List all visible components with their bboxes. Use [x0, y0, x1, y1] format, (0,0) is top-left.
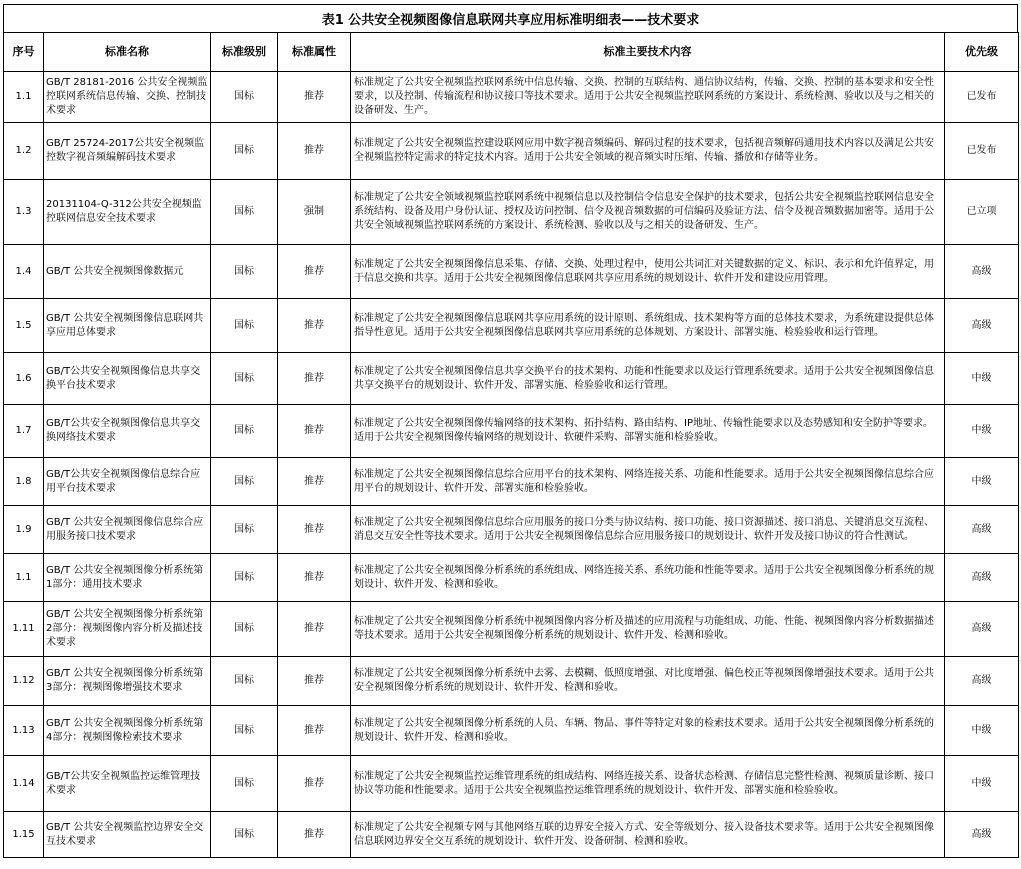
table-row — [4, 602, 1019, 657]
cell-priority: 高级 — [945, 657, 1019, 706]
cell-level: 国标 — [211, 299, 278, 353]
table-body — [4, 72, 1019, 858]
cell-level: 国标 — [211, 657, 278, 706]
cell-content: 标准规定了公共安全视频图像分析系统的人员、车辆、物品、事件等特定对象的检索技术要求。适用于公共安全视频图像分析系统的规划设计、软件开发、检测和验收。 — [351, 706, 945, 756]
cell-priority: 高级 — [945, 812, 1019, 858]
cell-level: 国标 — [211, 458, 278, 506]
cell-priority: 已立项 — [945, 180, 1019, 245]
cell-attribute: 推荐 — [278, 299, 351, 353]
cell-standard-name: GB/T 公共安全视频图像数据元 — [44, 245, 211, 299]
table-row — [4, 180, 1019, 245]
cell-priority: 高级 — [945, 602, 1019, 657]
cell-level: 国标 — [211, 602, 278, 657]
cell-priority: 已发布 — [945, 123, 1019, 180]
cell-standard-name: GB/T 公共安全视频图像分析系统第1部分：通用技术要求 — [44, 554, 211, 602]
cell-level: 国标 — [211, 812, 278, 858]
cell-level: 国标 — [211, 353, 278, 405]
table-row — [4, 657, 1019, 706]
table-row — [4, 123, 1019, 180]
cell-level: 国标 — [211, 180, 278, 245]
cell-attribute: 推荐 — [278, 706, 351, 756]
cell-seq: 1.2 — [4, 123, 44, 180]
cell-attribute: 推荐 — [278, 812, 351, 858]
cell-attribute: 推荐 — [278, 554, 351, 602]
cell-content: 标准规定了公共安全视频图像分析系统中视频图像内容分析及描述的应用流程与功能组成、功能、性能、视频图像内容分析数据描述等技术要求。适用于公共安全视频图像分析系统的规划设计、软件开发、检测和验收。 — [351, 602, 945, 657]
cell-content: 标准规定了公共安全视频监控建设联网应用中数字视音频编码、解码过程的技术要求，包括视音频解码通用技术内容以及满足公共安全视频监控特定需求的特定技术内容。适用于公共安全领域的视音频实时压缩、传输、播放和存储等业务。 — [351, 123, 945, 180]
cell-level: 国标 — [211, 123, 278, 180]
cell-content: 标准规定了公共安全领域视频监控联网系统中视频信息以及控制信令信息安全保护的技术要求，包括公共安全视频监控联网信息安全系统结构、设备及用户身份认证、授权及访问控制、信令及视音频数据的可信编码及验证方法、信令及视音频数据加密等。适用于公共安全领域视频监控联网系统的方案设计、系统检测、验收以及与之相关的设备研发、生产。 — [351, 180, 945, 245]
table-row — [4, 353, 1019, 405]
cell-attribute: 推荐 — [278, 602, 351, 657]
cell-priority: 高级 — [945, 245, 1019, 299]
table-row — [4, 245, 1019, 299]
table-row — [4, 554, 1019, 602]
cell-standard-name: GB/T 公共安全视频图像分析系统第3部分：视频图像增强技术要求 — [44, 657, 211, 706]
cell-level: 国标 — [211, 554, 278, 602]
cell-priority: 中级 — [945, 706, 1019, 756]
cell-attribute: 推荐 — [278, 756, 351, 812]
cell-level: 国标 — [211, 506, 278, 554]
cell-standard-name: GB/T公共安全视频监控运维管理技术要求 — [44, 756, 211, 812]
header-level: 标准级别 — [211, 33, 278, 72]
cell-standard-name: GB/T 公共安全视频监控边界安全交互技术要求 — [44, 812, 211, 858]
cell-attribute: 推荐 — [278, 353, 351, 405]
cell-priority: 中级 — [945, 458, 1019, 506]
header-row — [4, 33, 1019, 72]
cell-level: 国标 — [211, 706, 278, 756]
cell-attribute: 推荐 — [278, 405, 351, 458]
cell-seq: 1.3 — [4, 180, 44, 245]
cell-attribute: 强制 — [278, 180, 351, 245]
cell-priority: 中级 — [945, 353, 1019, 405]
cell-attribute: 推荐 — [278, 72, 351, 123]
standards-table — [3, 32, 1019, 858]
table-row — [4, 506, 1019, 554]
cell-seq: 1.1 — [4, 72, 44, 123]
cell-priority: 高级 — [945, 506, 1019, 554]
cell-priority: 已发布 — [945, 72, 1019, 123]
cell-attribute: 推荐 — [278, 506, 351, 554]
cell-content: 标准规定了公共安全视频监控运维管理系统的组成结构、网络连接关系、设备状态检测、存储信息完整性检测、视频质量诊断、接口协议等功能和性能要求。适用于公共安全视频监控运维管理系统的规划设计、软件开发、部署实施和检验验收。 — [351, 756, 945, 812]
table-row — [4, 706, 1019, 756]
cell-standard-name: GB/T 公共安全视频图像信息联网共享应用总体要求 — [44, 299, 211, 353]
cell-standard-name: 20131104-Q-312公共安全视频监控联网信息安全技术要求 — [44, 180, 211, 245]
cell-level: 国标 — [211, 756, 278, 812]
cell-attribute: 推荐 — [278, 458, 351, 506]
cell-seq: 1.7 — [4, 405, 44, 458]
cell-priority: 高级 — [945, 554, 1019, 602]
header-priority: 优先级 — [945, 33, 1019, 72]
cell-seq: 1.11 — [4, 602, 44, 657]
cell-seq: 1.4 — [4, 245, 44, 299]
table-row — [4, 72, 1019, 123]
cell-standard-name: GB/T 公共安全视频图像分析系统第2部分：视频图像内容分析及描述技术要求 — [44, 602, 211, 657]
header-seq: 序号 — [4, 33, 44, 72]
header-name: 标准名称 — [44, 33, 211, 72]
table-row — [4, 405, 1019, 458]
cell-seq: 1.8 — [4, 458, 44, 506]
cell-content: 标准规定了公共安全视频图像信息共享交换平台的技术架构、功能和性能要求以及运行管理系统要求。适用于公共安全视频图像信息共享交换平台的规划设计、软件开发、部署实施、检验验收和运行管理。 — [351, 353, 945, 405]
cell-standard-name: GB/T公共安全视频图像信息共享交换网络技术要求 — [44, 405, 211, 458]
cell-content: 标准规定了公共安全视频图像分析系统的系统组成、网络连接关系、系统功能和性能等要求。适用于公共安全视频图像分析系统的规划设计、软件开发、检测和验收。 — [351, 554, 945, 602]
cell-content: 标准规定了公共安全视频图像分析系统中去雾、去模糊、低照度增强、对比度增强、偏色校正等视频图像增强技术要求。适用于公共安全视频图像分析系统的规划设计、软件开发、检测和验收。 — [351, 657, 945, 706]
header-content: 标准主要技术内容 — [351, 33, 945, 72]
cell-seq: 1.1 — [4, 554, 44, 602]
cell-standard-name: GB/T 公共安全视频图像信息综合应用服务接口技术要求 — [44, 506, 211, 554]
cell-seq: 1.14 — [4, 756, 44, 812]
header-attr: 标准属性 — [278, 33, 351, 72]
cell-seq: 1.13 — [4, 706, 44, 756]
table-row — [4, 458, 1019, 506]
table-title: 表1 公共安全视频图像信息联网共享应用标准明细表——技术要求 — [3, 4, 1018, 32]
cell-content: 标准规定了公共安全视频监控联网系统中信息传输、交换、控制的互联结构、通信协议结构，传输、交换、控制的基本要求和安全性要求，以及控制、传输流程和协议接口等技术要求。适用于公共安全视频监控联网系统的方案设计、系统检测、验收以及与之相关的设备研发、生产。 — [351, 72, 945, 123]
table-row — [4, 756, 1019, 812]
cell-standard-name: GB/T 25724-2017公共安全视频监控数字视音频编解码技术要求 — [44, 123, 211, 180]
cell-standard-name: GB/T 28181-2016 公共安全视频监控联网系统信息传输、交换、控制技术要求 — [44, 72, 211, 123]
cell-level: 国标 — [211, 245, 278, 299]
cell-seq: 1.9 — [4, 506, 44, 554]
cell-seq: 1.6 — [4, 353, 44, 405]
cell-level: 国标 — [211, 405, 278, 458]
cell-attribute: 推荐 — [278, 245, 351, 299]
cell-content: 标准规定了公共安全视频专网与其他网络互联的边界安全接入方式、安全等级划分、接入设备技术要求等。适用于公共安全视频图像信息联网边界安全交互系统的规划设计、软件开发、设备研制、检测和验收。 — [351, 812, 945, 858]
cell-content: 标准规定了公共安全视频图像信息采集、存储、交换、处理过程中，使用公共词汇对关键数据的定义、标识、表示和允许值界定，用于信息交换和共享。适用于公共安全视频图像信息联网共享应用系统的规划设计、软件开发和建设应用管理。 — [351, 245, 945, 299]
cell-standard-name: GB/T公共安全视频图像信息共享交换平台技术要求 — [44, 353, 211, 405]
cell-content: 标准规定了公共安全视频图像信息联网共享应用系统的设计原则、系统组成、技术架构等方面的总体技术要求，为系统建设提供总体指导性意见。适用于公共安全视频图像信息联网共享应用系统的总体规划、方案设计、部署实施、检验验收和运行管理。 — [351, 299, 945, 353]
cell-priority: 中级 — [945, 405, 1019, 458]
cell-seq: 1.15 — [4, 812, 44, 858]
table-row — [4, 299, 1019, 353]
cell-standard-name: GB/T公共安全视频图像信息综合应用平台技术要求 — [44, 458, 211, 506]
table-row — [4, 812, 1019, 858]
cell-content: 标准规定了公共安全视频图像传输网络的技术架构、拓扑结构、路由结构、IP地址、传输性能要求以及态势感知和安全防护等要求。适用于公共安全视频图像传输网络的规划设计、软硬件采购、部署实施和检验验收。 — [351, 405, 945, 458]
cell-priority: 中级 — [945, 756, 1019, 812]
cell-content: 标准规定了公共安全视频图像信息综合应用服务的接口分类与协议结构、接口功能、接口资源描述、接口消息、关键消息交互流程、消息交互安全性等技术要求。适用于公共安全视频图像信息综合应用服务接口的规划设计、软件开发及接口协议的符合性测试。 — [351, 506, 945, 554]
cell-attribute: 推荐 — [278, 657, 351, 706]
cell-priority: 高级 — [945, 299, 1019, 353]
cell-content: 标准规定了公共安全视频图像信息综合应用平台的技术架构、网络连接关系、功能和性能要求。适用于公共安全视频图像信息综合应用平台的规划设计、软件开发、部署实施和检验验收。 — [351, 458, 945, 506]
cell-seq: 1.5 — [4, 299, 44, 353]
cell-attribute: 推荐 — [278, 123, 351, 180]
cell-standard-name: GB/T 公共安全视频图像分析系统第4部分：视频图像检索技术要求 — [44, 706, 211, 756]
cell-seq: 1.12 — [4, 657, 44, 706]
cell-level: 国标 — [211, 72, 278, 123]
